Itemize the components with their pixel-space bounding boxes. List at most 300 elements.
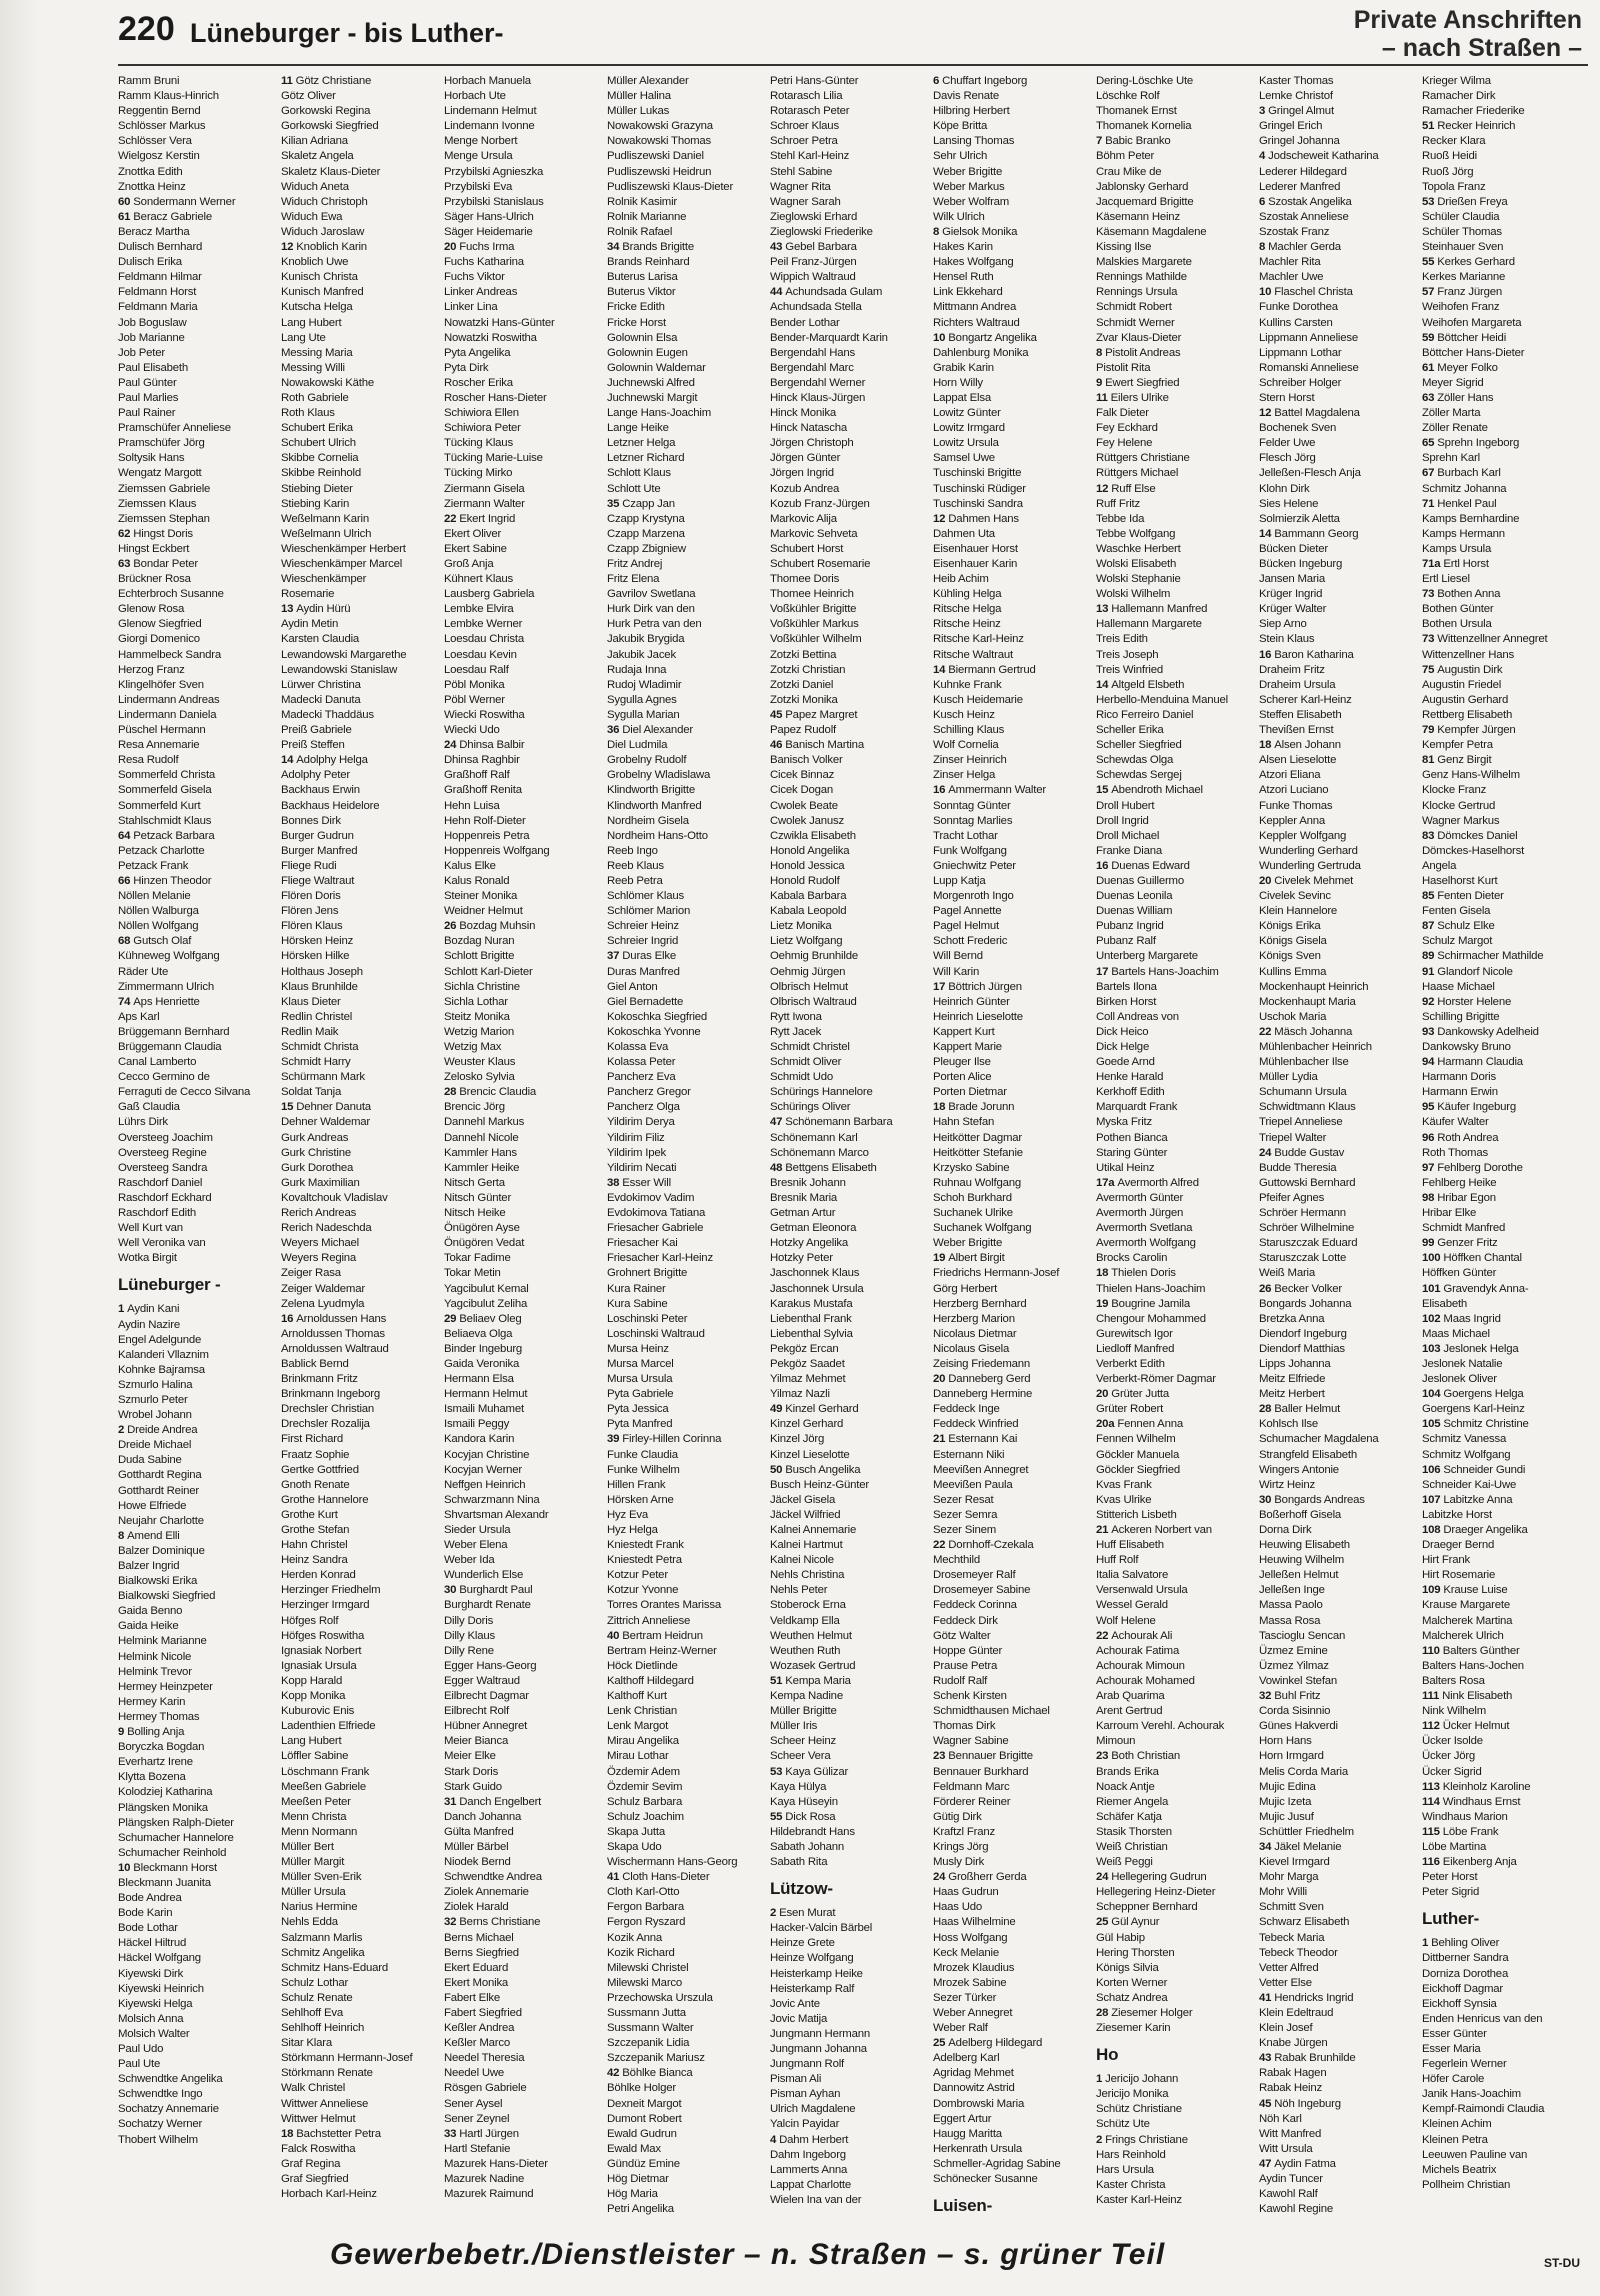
- resident-entry: [118, 919, 281, 934]
- header-rule: [118, 64, 1588, 66]
- resident-entry: [607, 995, 770, 1010]
- resident-entry: [607, 1946, 770, 1961]
- resident-entry: [770, 1982, 933, 1997]
- resident-entry: [281, 768, 444, 783]
- resident-name: Störkmann Renate: [281, 2067, 373, 2080]
- resident-name: Grobelny Rudolf: [607, 754, 687, 767]
- resident-entry: [1422, 1840, 1585, 1855]
- house-number: 4: [1259, 150, 1266, 163]
- resident-entry: [770, 406, 933, 421]
- resident-name: Weuthen Helmut: [770, 1629, 852, 1642]
- resident-name: Mrozek Sabine: [933, 1976, 1007, 1989]
- resident-entry: [933, 708, 1096, 723]
- resident-name: Maas Michael: [1422, 1327, 1490, 1340]
- resident-name: Schlömer Marion: [607, 905, 691, 918]
- house-number: 22: [1096, 1629, 1109, 1642]
- resident-name: Bochenek Sven: [1259, 422, 1337, 435]
- resident-entry: [444, 134, 607, 149]
- resident-name: Porten Dietmar: [933, 1086, 1007, 1099]
- resident-entry: [1096, 165, 1259, 180]
- resident-entry: [770, 482, 933, 497]
- resident-name: Schwarzmann Nina: [444, 1493, 540, 1506]
- resident-name: Szostak Franz: [1259, 225, 1330, 238]
- resident-name: Dittberner Sandra: [1422, 1952, 1509, 1965]
- resident-name: Müller Lydia: [1259, 1071, 1318, 1084]
- resident-name: Avermorth Jürgen: [1096, 1207, 1184, 1220]
- resident-name: Lowitz Günter: [933, 407, 1001, 420]
- resident-name: Ziemssen Gabriele: [118, 482, 211, 495]
- resident-entry: [770, 2087, 933, 2102]
- resident-entry: [118, 1846, 281, 1861]
- resident-name: Neffgen Heinrich: [444, 1478, 526, 1491]
- resident-entry: [118, 270, 281, 285]
- resident-name: Berns Michael: [444, 1931, 514, 1944]
- resident-name: Klohn Dirk: [1259, 482, 1310, 495]
- resident-entry: [444, 1915, 607, 1930]
- house-number: 48: [770, 1161, 783, 1174]
- resident-name: Heinrich Lieselotte: [933, 1010, 1023, 1023]
- resident-name: Hahn Christel: [281, 1539, 348, 1552]
- resident-entry: [607, 1523, 770, 1538]
- resident-entry: [933, 1931, 1096, 1946]
- resident-name: Getman Artur: [770, 1207, 836, 1220]
- resident-entry: [1259, 1538, 1422, 1553]
- resident-entry: [607, 331, 770, 346]
- resident-name: Rudolf Ralf: [933, 1674, 988, 1687]
- resident-entry: [281, 391, 444, 406]
- resident-name: Fegerlein Werner: [1422, 2058, 1507, 2071]
- resident-name: Lindemann Helmut: [444, 105, 537, 118]
- resident-entry: [1259, 376, 1422, 391]
- house-number: 73: [1422, 633, 1435, 646]
- resident-entry: [281, 1387, 444, 1402]
- resident-name: Busch Heinz-Günter: [770, 1478, 869, 1491]
- resident-entry: [933, 1236, 1096, 1251]
- resident-name: Siep Arno: [1259, 618, 1307, 631]
- resident-name: Käufer Ingeburg: [1437, 1101, 1516, 1114]
- resident-entry: [1096, 1840, 1259, 1855]
- resident-name: Ruff Fritz: [1096, 497, 1140, 510]
- resident-entry: [1096, 1236, 1259, 1251]
- resident-entry: [281, 1508, 444, 1523]
- resident-entry: [770, 89, 933, 104]
- resident-entry: [933, 2127, 1096, 2142]
- resident-name: Mimoun: [1096, 1735, 1136, 1748]
- resident-entry: [607, 1795, 770, 1810]
- resident-name: Kutscha Helga: [281, 301, 353, 314]
- resident-entry: [444, 1493, 607, 1508]
- resident-name: Lenk Christian: [607, 1705, 678, 1718]
- resident-name: Feldmann Marc: [933, 1780, 1010, 1793]
- resident-name: Schmidthausen Michael: [933, 1705, 1050, 1718]
- resident-name: Haselhorst Kurt: [1422, 874, 1498, 887]
- resident-entry: [1096, 2087, 1259, 2102]
- resident-name: Altgeld Elsbeth: [1111, 678, 1185, 691]
- resident-name: Honold Angelika: [770, 844, 850, 857]
- resident-name: Esser Will: [622, 1176, 671, 1189]
- resident-name: Janik Hans-Joachim: [1422, 2088, 1521, 2101]
- resident-entry: [933, 2112, 1096, 2127]
- resident-entry: [1259, 1342, 1422, 1357]
- resident-entry: [281, 1885, 444, 1900]
- resident-entry: [933, 1810, 1096, 1825]
- resident-entry: [118, 557, 281, 572]
- resident-entry: [770, 119, 933, 134]
- resident-entry: [607, 1931, 770, 1946]
- resident-name: Schmeller-Agridag Sabine: [933, 2157, 1061, 2170]
- resident-name: Unterberg Margarete: [1096, 950, 1198, 963]
- resident-name: Kozub Franz-Jürgen: [770, 497, 870, 510]
- resident-entry: [118, 783, 281, 798]
- resident-name: Mursa Marcel: [607, 1357, 674, 1370]
- resident-entry: [933, 738, 1096, 753]
- resident-name: Reggentin Bernd: [118, 105, 201, 118]
- resident-entry: [281, 2142, 444, 2157]
- resident-name: Fenten Gisela: [1422, 905, 1491, 918]
- page-gutter: [0, 0, 40, 2296]
- resident-name: Hörsken Arne: [607, 1493, 674, 1506]
- resident-entry: [770, 1825, 933, 1840]
- resident-name: Resa Annemarie: [118, 739, 200, 752]
- resident-entry: [770, 1055, 933, 1070]
- resident-entry: [933, 1221, 1096, 1236]
- resident-name: Klytta Bozena: [118, 1771, 186, 1784]
- resident-name: Weber Ralf: [933, 2022, 988, 2035]
- resident-name: Mursa Ursula: [607, 1373, 673, 1386]
- resident-name: Gaida Benno: [118, 1605, 183, 1618]
- resident-name: Holthaus Joseph: [281, 965, 363, 978]
- resident-name: Pancherz Eva: [607, 1071, 676, 1084]
- resident-entry: [1259, 225, 1422, 240]
- resident-name: Nehls Edda: [281, 1916, 338, 1929]
- resident-name: Bücken Dieter: [1259, 542, 1328, 555]
- resident-entry: [118, 995, 281, 1010]
- resident-name: Gnoth Renate: [281, 1478, 350, 1491]
- resident-entry: [933, 225, 1096, 240]
- resident-entry: [1259, 406, 1422, 421]
- resident-name: Schüler Thomas: [1422, 225, 1502, 238]
- resident-entry: [1259, 1432, 1422, 1447]
- resident-name: Milewski Christel: [607, 1961, 689, 1974]
- resident-name: Genzer Fritz: [1437, 1237, 1498, 1250]
- resident-name: Kaster Christa: [1096, 2178, 1166, 2191]
- resident-name: Jungmann Rolf: [770, 2058, 845, 2071]
- resident-name: Soltysik Hans: [118, 452, 185, 465]
- resident-entry: [281, 738, 444, 753]
- house-number: 2: [118, 1424, 125, 1437]
- resident-entry: [118, 1529, 281, 1544]
- resident-name: Ismaili Peggy: [444, 1418, 510, 1431]
- resident-name: Golownin Waldemar: [607, 361, 706, 374]
- resident-name: Petri Angelika: [607, 2203, 674, 2216]
- resident-entry: [281, 2127, 444, 2142]
- resident-name: Sygulla Marian: [607, 708, 680, 721]
- resident-entry: [1096, 1825, 1259, 1840]
- resident-name: Schwendtke Angelika: [118, 2073, 223, 2086]
- resident-entry: [281, 1342, 444, 1357]
- resident-entry: [444, 466, 607, 481]
- resident-name: Mujic Jusuf: [1259, 1810, 1314, 1823]
- resident-name: Pancherz Olga: [607, 1101, 680, 1114]
- resident-entry: [1259, 466, 1422, 481]
- resident-name: Kalnei Nicole: [770, 1554, 834, 1567]
- house-number: 4: [770, 2133, 777, 2146]
- resident-entry: [118, 134, 281, 149]
- resident-entry: [281, 1840, 444, 1855]
- house-number: 53: [770, 1765, 783, 1778]
- resident-entry: [1422, 466, 1585, 481]
- resident-entry: [1422, 255, 1585, 270]
- resident-entry: [1096, 965, 1259, 980]
- resident-entry: [770, 512, 933, 527]
- resident-name: Berns Christiane: [459, 1916, 541, 1929]
- resident-entry: [281, 2112, 444, 2127]
- resident-entry: [118, 1544, 281, 1559]
- resident-entry: [1096, 1131, 1259, 1146]
- resident-entry: [1422, 1538, 1585, 1553]
- resident-name: Paul Günter: [118, 376, 177, 389]
- resident-name: Kozik Richard: [607, 1946, 675, 1959]
- resident-entry: [933, 648, 1096, 663]
- resident-entry: [770, 919, 933, 934]
- resident-name: Lammerts Anna: [770, 2163, 848, 2176]
- resident-name: Weihofen Franz: [1422, 301, 1500, 314]
- resident-name: Grüter Jutta: [1111, 1388, 1170, 1401]
- resident-name: Machler Uwe: [1259, 271, 1324, 284]
- resident-entry: [444, 1417, 607, 1432]
- resident-entry: [1422, 663, 1585, 678]
- resident-name: Burghardt Paul: [459, 1584, 533, 1597]
- resident-entry: [933, 844, 1096, 859]
- resident-name: Job Peter: [118, 346, 165, 359]
- resident-entry: [118, 1161, 281, 1176]
- resident-entry: [281, 195, 444, 210]
- resident-entry: [444, 74, 607, 89]
- resident-name: Dreide Andrea: [127, 1424, 198, 1437]
- resident-entry: [933, 949, 1096, 964]
- resident-name: Ücker Jörg: [1422, 1750, 1476, 1763]
- resident-name: Schreier Heinz: [607, 920, 679, 933]
- resident-name: Wielen Ina van der: [770, 2193, 862, 2206]
- resident-entry: [118, 1302, 281, 1317]
- resident-name: Kleinen Petra: [1422, 2133, 1488, 2146]
- resident-entry: [1096, 1176, 1259, 1191]
- resident-entry: [1096, 889, 1259, 904]
- resident-name: Kammler Heike: [444, 1161, 520, 1174]
- resident-name: Brüggemann Bernhard: [118, 1025, 230, 1038]
- house-number: 43: [770, 241, 783, 254]
- resident-entry: [770, 904, 933, 919]
- resident-entry: [1096, 844, 1259, 859]
- resident-entry: [281, 1629, 444, 1644]
- resident-name: Glenow Siegfried: [118, 618, 202, 631]
- resident-name: Önügören Ayse: [444, 1222, 520, 1235]
- resident-entry: [1096, 1025, 1259, 1040]
- house-number: 20a: [1096, 1418, 1115, 1431]
- house-number: 21: [1096, 1524, 1109, 1536]
- resident-entry: [1422, 693, 1585, 708]
- resident-entry: [770, 557, 933, 572]
- resident-entry: [1259, 1010, 1422, 1025]
- resident-entry: [444, 1402, 607, 1417]
- resident-entry: [770, 1448, 933, 1463]
- resident-entry: [770, 753, 933, 768]
- resident-entry: [933, 1961, 1096, 1976]
- resident-name: Jeslonek Oliver: [1422, 1373, 1497, 1386]
- resident-name: Tücking Mirko: [444, 467, 513, 480]
- resident-entry: [281, 632, 444, 647]
- resident-entry: [1259, 1251, 1422, 1266]
- resident-entry: [444, 753, 607, 768]
- resident-entry: [770, 1997, 933, 2012]
- resident-entry: [607, 149, 770, 164]
- resident-entry: [770, 2012, 933, 2027]
- resident-entry: [1259, 1689, 1422, 1704]
- resident-entry: [444, 859, 607, 874]
- resident-entry: [607, 617, 770, 632]
- resident-entry: [118, 602, 281, 617]
- resident-name: Lewandowski Stanislaw: [281, 663, 398, 676]
- resident-name: Buterus Viktor: [607, 286, 676, 299]
- house-number: 29: [444, 1312, 457, 1325]
- resident-entry: [1259, 1614, 1422, 1629]
- house-number: 25: [933, 2037, 946, 2050]
- resident-name: Diendorf Ingeburg: [1259, 1327, 1347, 1340]
- resident-name: Kawohl Regine: [1259, 2203, 1334, 2216]
- resident-name: Berns Siegfried: [444, 1946, 519, 1959]
- resident-entry: [281, 1432, 444, 1447]
- house-number: 108: [1422, 1524, 1441, 1536]
- resident-name: Nordheim Hans-Otto: [607, 829, 708, 842]
- resident-entry: [607, 1236, 770, 1251]
- resident-entry: [607, 1810, 770, 1825]
- resident-entry: [281, 2187, 444, 2202]
- resident-name: Kinzel Lieselotte: [770, 1448, 850, 1461]
- resident-name: Adolphy Peter: [281, 769, 350, 782]
- resident-name: Fehlberg Heike: [1422, 1176, 1497, 1189]
- resident-name: Lowitz Irmgard: [933, 422, 1005, 435]
- resident-entry: [444, 1885, 607, 1900]
- resident-name: Achundsada Gulam: [785, 286, 883, 299]
- resident-name: Hermann Helmut: [444, 1388, 528, 1401]
- resident-name: Hingst Eckbert: [118, 542, 190, 555]
- resident-name: Klindworth Brigitte: [607, 784, 695, 797]
- resident-entry: [444, 1719, 607, 1734]
- resident-entry: [1422, 1417, 1585, 1432]
- resident-name: Wilk Ulrich: [933, 210, 985, 223]
- resident-entry: [444, 210, 607, 225]
- resident-entry: [1096, 376, 1259, 391]
- house-number: 73: [1422, 588, 1435, 601]
- resident-name: Goede Arnd: [1096, 1056, 1155, 1069]
- resident-entry: [1259, 934, 1422, 949]
- resident-name: Paul Rainer: [118, 407, 176, 420]
- resident-name: Schulz Margot: [1422, 935, 1493, 948]
- resident-entry: [1096, 874, 1259, 889]
- resident-entry: [444, 1372, 607, 1387]
- resident-entry: [933, 965, 1096, 980]
- resident-entry: [444, 1689, 607, 1704]
- resident-entry: [1259, 1115, 1422, 1130]
- directory-column-1: [118, 74, 281, 2224]
- resident-entry: [281, 1674, 444, 1689]
- resident-entry: [607, 346, 770, 361]
- house-number: 18: [1096, 1267, 1109, 1280]
- resident-name: Pisman Ayhan: [770, 2088, 841, 2101]
- resident-entry: [607, 376, 770, 391]
- resident-entry: [444, 723, 607, 738]
- resident-name: Ziesemer Karin: [1096, 2022, 1171, 2035]
- resident-name: Hellegering Gudrun: [1111, 1871, 1207, 1884]
- resident-entry: [444, 1221, 607, 1236]
- resident-name: Brinkmann Fritz: [281, 1373, 358, 1386]
- resident-name: Dannehl Nicole: [444, 1131, 519, 1144]
- resident-entry: [933, 1659, 1096, 1674]
- resident-name: Kerkhoff Edith: [1096, 1086, 1165, 1099]
- resident-entry: [1096, 1538, 1259, 1553]
- resident-entry: [444, 1644, 607, 1659]
- resident-entry: [1422, 1659, 1585, 1674]
- resident-entry: [444, 1840, 607, 1855]
- resident-entry: [1096, 2117, 1259, 2132]
- resident-entry: [1259, 783, 1422, 798]
- resident-entry: [118, 859, 281, 874]
- resident-name: Haas Gudrun: [933, 1886, 999, 1899]
- resident-name: Kiyewski Helga: [118, 1997, 193, 2010]
- resident-entry: [118, 1115, 281, 1130]
- resident-entry: [1422, 2012, 1585, 2027]
- resident-name: Jericijo Johann: [1105, 2073, 1179, 2086]
- resident-entry: [281, 1131, 444, 1146]
- resident-name: Crau Mike de: [1096, 165, 1162, 178]
- resident-entry: [1422, 1493, 1585, 1508]
- resident-name: Yildirim Filiz: [607, 1131, 665, 1144]
- resident-entry: [1422, 859, 1585, 874]
- house-number: 16: [1259, 648, 1272, 661]
- resident-entry: [1422, 1795, 1585, 1810]
- resident-entry: [607, 466, 770, 481]
- resident-name: Tebbe Ida: [1096, 512, 1145, 525]
- house-number: 14: [933, 663, 946, 676]
- resident-entry: [118, 1921, 281, 1936]
- resident-entry: [444, 1900, 607, 1915]
- resident-name: Scheller Erika: [1096, 724, 1164, 737]
- resident-name: First Richard: [281, 1433, 343, 1446]
- resident-name: Herzberg Marion: [933, 1312, 1015, 1325]
- resident-name: Czapp Marzena: [607, 527, 685, 540]
- house-number: 42: [607, 2067, 620, 2080]
- resident-name: Stiebing Karin: [281, 497, 350, 510]
- resident-name: Fey Eckhard: [1096, 422, 1158, 435]
- resident-entry: [1096, 119, 1259, 134]
- resident-entry: [1422, 2148, 1585, 2163]
- resident-entry: [607, 119, 770, 134]
- resident-entry: [933, 149, 1096, 164]
- resident-entry: [444, 934, 607, 949]
- resident-name: Mockenhaupt Maria: [1259, 995, 1356, 1008]
- resident-name: Ziermann Walter: [444, 497, 525, 510]
- resident-name: Wischermann Hans-Georg: [607, 1856, 738, 1869]
- resident-entry: [1096, 421, 1259, 436]
- resident-entry: [444, 995, 607, 1010]
- resident-entry: [1422, 1357, 1585, 1372]
- street-heading: Luisen-: [933, 2196, 993, 2216]
- resident-name: Höfges Rolf: [281, 1614, 339, 1627]
- resident-entry: [281, 1327, 444, 1342]
- resident-name: Gavrilov Swetlana: [607, 588, 696, 601]
- resident-name: Heisterkamp Ralf: [770, 1982, 855, 1995]
- resident-name: Solmierzik Aletta: [1259, 512, 1340, 525]
